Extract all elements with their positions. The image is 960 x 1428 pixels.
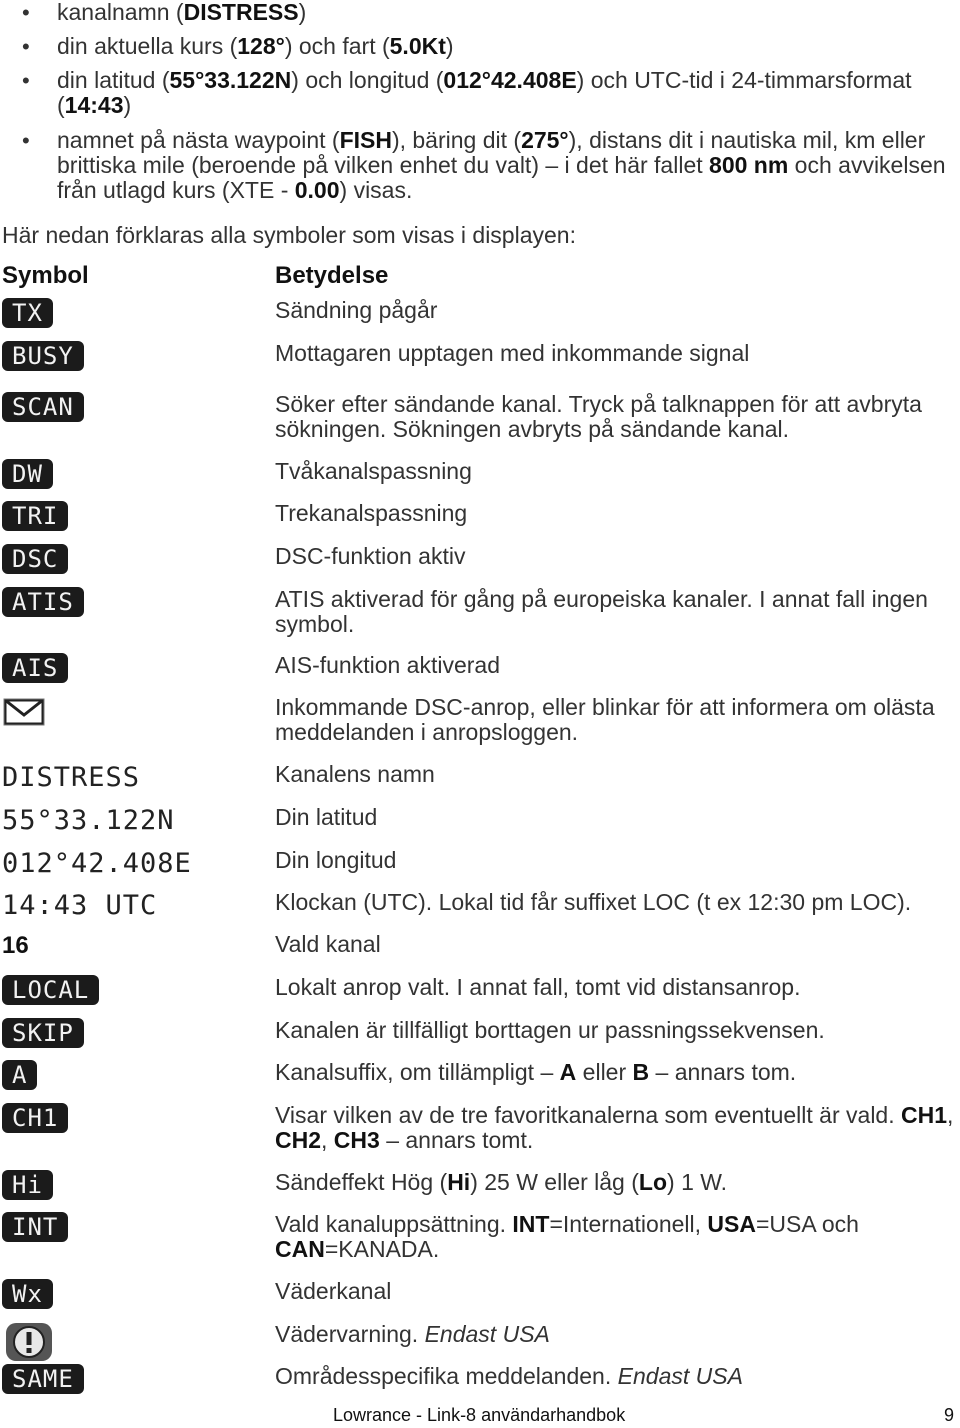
symbol-cell: [2, 1170, 53, 1200]
footer-title: Lowrance - Link-8 användarhandbok: [333, 1405, 626, 1425]
display-badge: CH1: [2, 1103, 68, 1133]
display-badge: LOCAL: [2, 975, 99, 1005]
bullet-marker: •: [22, 34, 30, 59]
symbol-meaning: Din longitud: [275, 847, 397, 873]
lcd-text: 012°42.408E: [2, 848, 192, 879]
symbol-cell: [2, 544, 68, 574]
symbol-meaning: Kanalsuffix, om tillämpligt – A eller B – annars tom.: [275, 1059, 797, 1085]
lcd-text: 14:43 UTC: [2, 890, 158, 921]
bullet-item: din aktuella kurs (128°) och fart (5.0Kt): [57, 33, 454, 59]
symbol-cell: [2, 459, 53, 489]
bullet-item: namnet på nästa waypoint (FISH), bäring dit (275°), distans dit i nautiska mil, km eller brittiska mile (beroende på vilken enhet du valt) – i det här fallet 800 nm och avvikelsen från utlagd kurs (XTE - 0.00) visas.: [57, 127, 946, 203]
symbol-cell: [2, 1018, 84, 1048]
symbol-meaning: DSC-funktion aktiv: [275, 543, 466, 569]
display-badge: Hi: [2, 1170, 53, 1200]
symbol-cell: [2, 501, 68, 531]
symbol-cell: [2, 653, 68, 683]
symbol-meaning: Klockan (UTC). Lokal tid får suffixet LOC (t ex 12:30 pm LOC).: [275, 889, 912, 915]
symbol-meaning: Söker efter sändande kanal. Tryck på talknappen för att avbryta sökningen. Sökningen avbryts på sändande kanal.: [275, 391, 922, 442]
intro-text: Här nedan förklaras alla symboler som visas i displayen:: [2, 222, 576, 248]
symbol-cell: [2, 1364, 84, 1394]
symbol-meaning: AIS-funktion aktiverad: [275, 652, 501, 678]
symbol-column-header: Symbol: [2, 262, 89, 289]
symbol-meaning: Vald kanal: [275, 931, 381, 957]
symbol-meaning: Väderkanal: [275, 1278, 392, 1304]
symbol-meaning: Tvåkanalspassning: [275, 458, 472, 484]
symbol-cell: [2, 1060, 37, 1090]
symbol-cell: [2, 298, 53, 328]
weather-alert-icon: [2, 1322, 56, 1367]
symbol-meaning: Områdesspecifika meddelanden. Endast USA: [275, 1363, 743, 1389]
symbol-meaning: Lokalt anrop valt. I annat fall, tomt vid distansanrop.: [275, 974, 801, 1000]
symbol-cell: [2, 1212, 68, 1242]
display-badge: INT: [2, 1212, 68, 1242]
display-badge: TX: [2, 298, 53, 328]
symbol-cell: [2, 1103, 68, 1133]
symbol-meaning: Mottagaren upptagen med inkommande signal: [275, 340, 750, 366]
bullet-item: din latitud (55°33.122N) och longitud (012°42.408E) och UTC-tid i 24-timmarsformat (14:43): [57, 67, 912, 118]
symbol-meaning: Inkommande DSC-anrop, eller blinkar för att informera om olästa meddelanden i anropsloggen.: [275, 694, 935, 745]
lcd-text: 55°33.122N: [2, 805, 175, 836]
symbol-meaning: Vädervarning. Endast USA: [275, 1321, 550, 1347]
symbol-cell: [2, 392, 84, 422]
bullet-item: kanalnamn (DISTRESS): [57, 0, 307, 25]
meaning-column-header: Betydelse: [275, 262, 389, 289]
display-badge: SKIP: [2, 1018, 84, 1048]
symbol-meaning: Sändeffekt Hög (Hi) 25 W eller låg (Lo) 1 W.: [275, 1169, 728, 1195]
channel-number: 16: [2, 932, 29, 959]
symbol-cell: [2, 1279, 53, 1309]
display-badge: AIS: [2, 653, 68, 683]
display-badge: TRI: [2, 501, 68, 531]
display-badge: DSC: [2, 544, 68, 574]
bullet-marker: •: [22, 68, 30, 93]
envelope-icon: [2, 695, 46, 734]
symbol-meaning: Trekanalspassning: [275, 500, 468, 526]
display-badge: SAME: [2, 1364, 84, 1394]
symbol-cell: [2, 341, 84, 371]
symbol-cell: [2, 587, 84, 617]
display-badge: DW: [2, 459, 53, 489]
bullet-marker: •: [22, 128, 30, 153]
symbol-meaning: Kanalen är tillfälligt borttagen ur passningssekvensen.: [275, 1017, 825, 1043]
display-badge: A: [2, 1060, 37, 1090]
symbol-meaning: Din latitud: [275, 804, 378, 830]
symbol-meaning: Visar vilken av de tre favoritkanalerna som eventuellt är vald. CH1, CH2, CH3 – annars tomt.: [275, 1102, 954, 1153]
display-badge: BUSY: [2, 341, 84, 371]
symbol-meaning: Vald kanaluppsättning. INT=Internationell, USA=USA och CAN=KANADA.: [275, 1211, 859, 1262]
display-badge: SCAN: [2, 392, 84, 422]
lcd-text: DISTRESS: [2, 762, 141, 793]
symbol-meaning: Kanalens namn: [275, 761, 435, 787]
page-number: 9: [944, 1405, 955, 1425]
symbol-meaning: Sändning pågår: [275, 297, 438, 323]
symbol-meaning: ATIS aktiverad för gång på europeiska kanaler. I annat fall ingen symbol.: [275, 586, 928, 637]
symbol-cell: [2, 975, 99, 1005]
display-badge: Wx: [2, 1279, 53, 1309]
bullet-marker: •: [22, 0, 30, 25]
display-badge: ATIS: [2, 587, 84, 617]
